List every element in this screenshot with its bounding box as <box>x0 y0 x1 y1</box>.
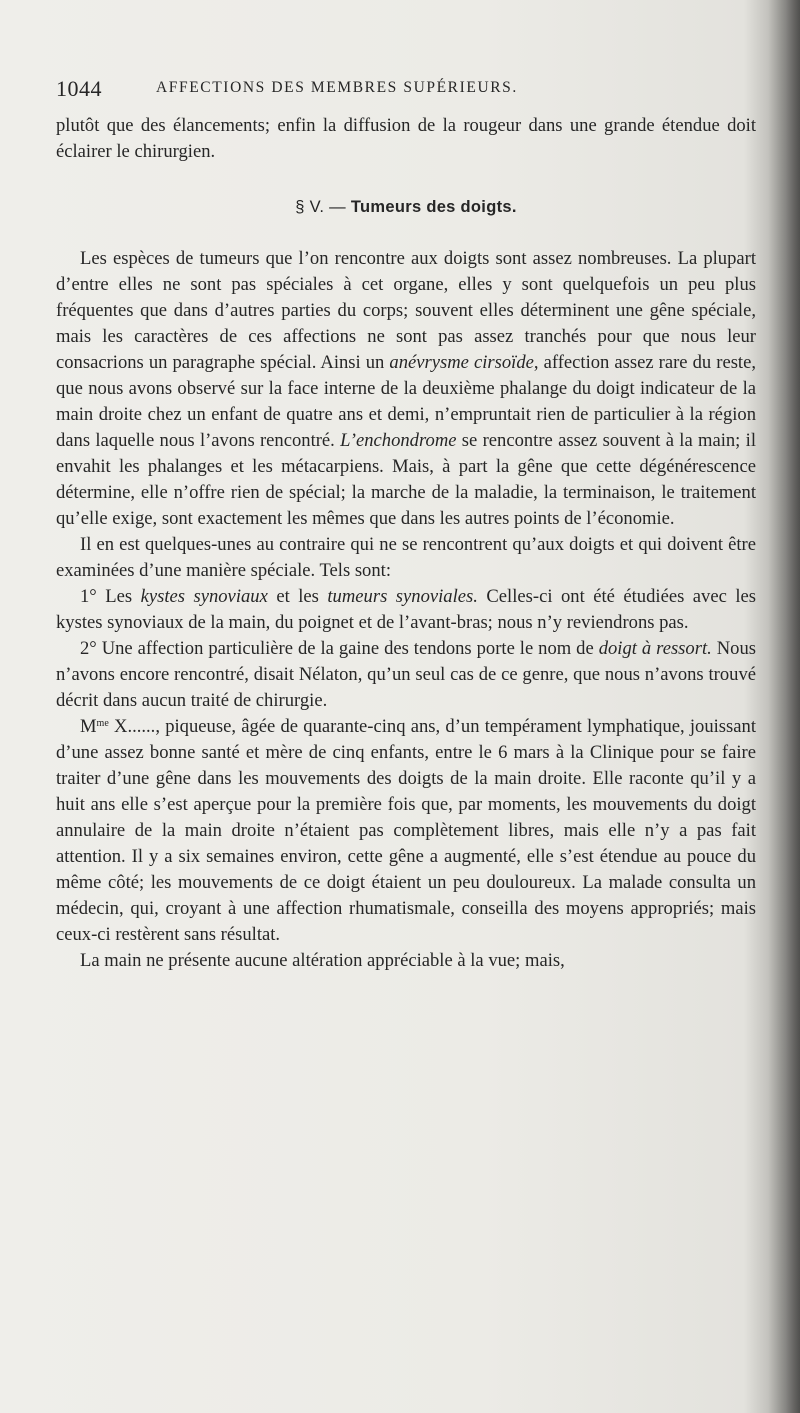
p1-text-e: se rencontre assez souvent à la main; il envahit les phalanges et les métacarpiens. Mais, à part la gêne que cette dégénérescence détermine, elle n’offre rien de spécial; la marche de la maladie, la terminaison, le traitement qu’elle exige, sont exactement les mêmes que dans les autres points de l’économie. <box>56 430 756 529</box>
case-report-paragraph <box>56 714 756 948</box>
paragraph-special-tumors: Il en est quelques-unes au contraire qui ne se rencontrent qu’aux doigts et qui doivent être examinées d’une manière spéciale. Tels sont: <box>56 534 756 581</box>
paragraph-tumeurs-intro <box>56 246 756 532</box>
section-title: Tumeurs des doigts. <box>350 198 517 216</box>
term-anevrysme-cirsoide: anévrysme cirsoïde <box>389 352 534 373</box>
page-header <box>56 76 756 106</box>
p4-text-c: Nous n’avons encore rencontré, disait Nélaton, qu’un seul cas de ce genre, que nous n’avons trouvé décrit dans aucun traité de chirurgie. <box>56 638 756 711</box>
term-enchondrome: L’enchondrome <box>340 430 457 451</box>
title-madame-sup: me <box>96 718 109 729</box>
list-number: 2° <box>80 638 97 659</box>
running-title: AFFECTIONS DES MEMBRES SUPÉRIEURS. <box>156 79 518 96</box>
list-number: 1° <box>80 586 97 607</box>
page-edge-shadow <box>768 0 800 1413</box>
list-item-1 <box>56 584 756 636</box>
intro-paragraph: plutôt que des élancements; enfin la diffusion de la rougeur dans une grande étendue doit éclairer le chirurgien. <box>56 115 756 162</box>
p1-text-c: , affection assez rare du reste, que nous avons observé sur la face interne de la deuxième phalange du doigt indicateur de la main droite chez un enfant de quatre ans et demi, n’empruntait rien de particulier à la région dans laquelle nous l’avons rencontré. <box>56 352 756 451</box>
p3-text-a: Les <box>105 586 133 607</box>
final-paragraph: La main ne présente aucune altération appréciable à la vue; mais, <box>80 950 565 971</box>
body-text <box>56 113 756 974</box>
page-number: 1044 <box>56 76 102 101</box>
term-kystes-synoviaux: kystes synoviaux <box>140 586 268 607</box>
term-tumeurs-synoviales: tumeurs synoviales. <box>327 586 478 607</box>
section-heading <box>56 194 756 220</box>
p4-text-a: Une affection particulière de la gaine des tendons porte le nom de <box>101 638 594 659</box>
section-number: § V. — <box>295 198 346 216</box>
term-doigt-a-ressort: doigt à ressort. <box>598 638 712 659</box>
case-report-text: X......, piqueuse, âgée de quarante-cinq ans, d’un tempérament lymphatique, jouissant d’une assez bonne santé et mère de cinq enfants, entre le 6 mars à la Clinique pour se faire traiter d’une gêne dans les mouvements des doigts de la main droite. Elle raconte qu’il y a huit ans elle s’est aperçue pour la première fois que, par moments, les mouvements du doigt annulaire de la main droite n’étaient pas complètement libres, mais elle n’y a pas fait attention. Il y a six semaines environ, cette gêne a augmenté, elle s’est étendue au pouce du même côté; les mouvements de ce doigt étaient un peu douloureux. La malade consulta un médecin, qui, croyant à une affection rhumatismale, conseilla des moyens appropriés; mais ceux-ci restèrent sans résultat. <box>56 716 756 945</box>
list-item-2 <box>56 636 756 714</box>
p3-text-e: Celles-ci ont été étudiées avec les kystes synoviaux de la main, du poignet et de l’avant-bras; nous n’y reviendrons pas. <box>56 586 756 633</box>
title-madame: M <box>80 716 97 737</box>
p1-text-a: Les espèces de tumeurs que l’on rencontre aux doigts sont assez nombreuses. La plupart d’entre elles ne sont pas spéciales à cet organe, elles y sont quelquefois un peu plus fréquentes que dans d’autres parties du corps; souvent elles déterminent une gêne spéciale, mais les caractères de ces affections ne sont pas assez tranchés pour que nous leur consacrions un paragraphe spécial. Ainsi un <box>56 248 756 373</box>
p3-text-c: et les <box>276 586 319 607</box>
